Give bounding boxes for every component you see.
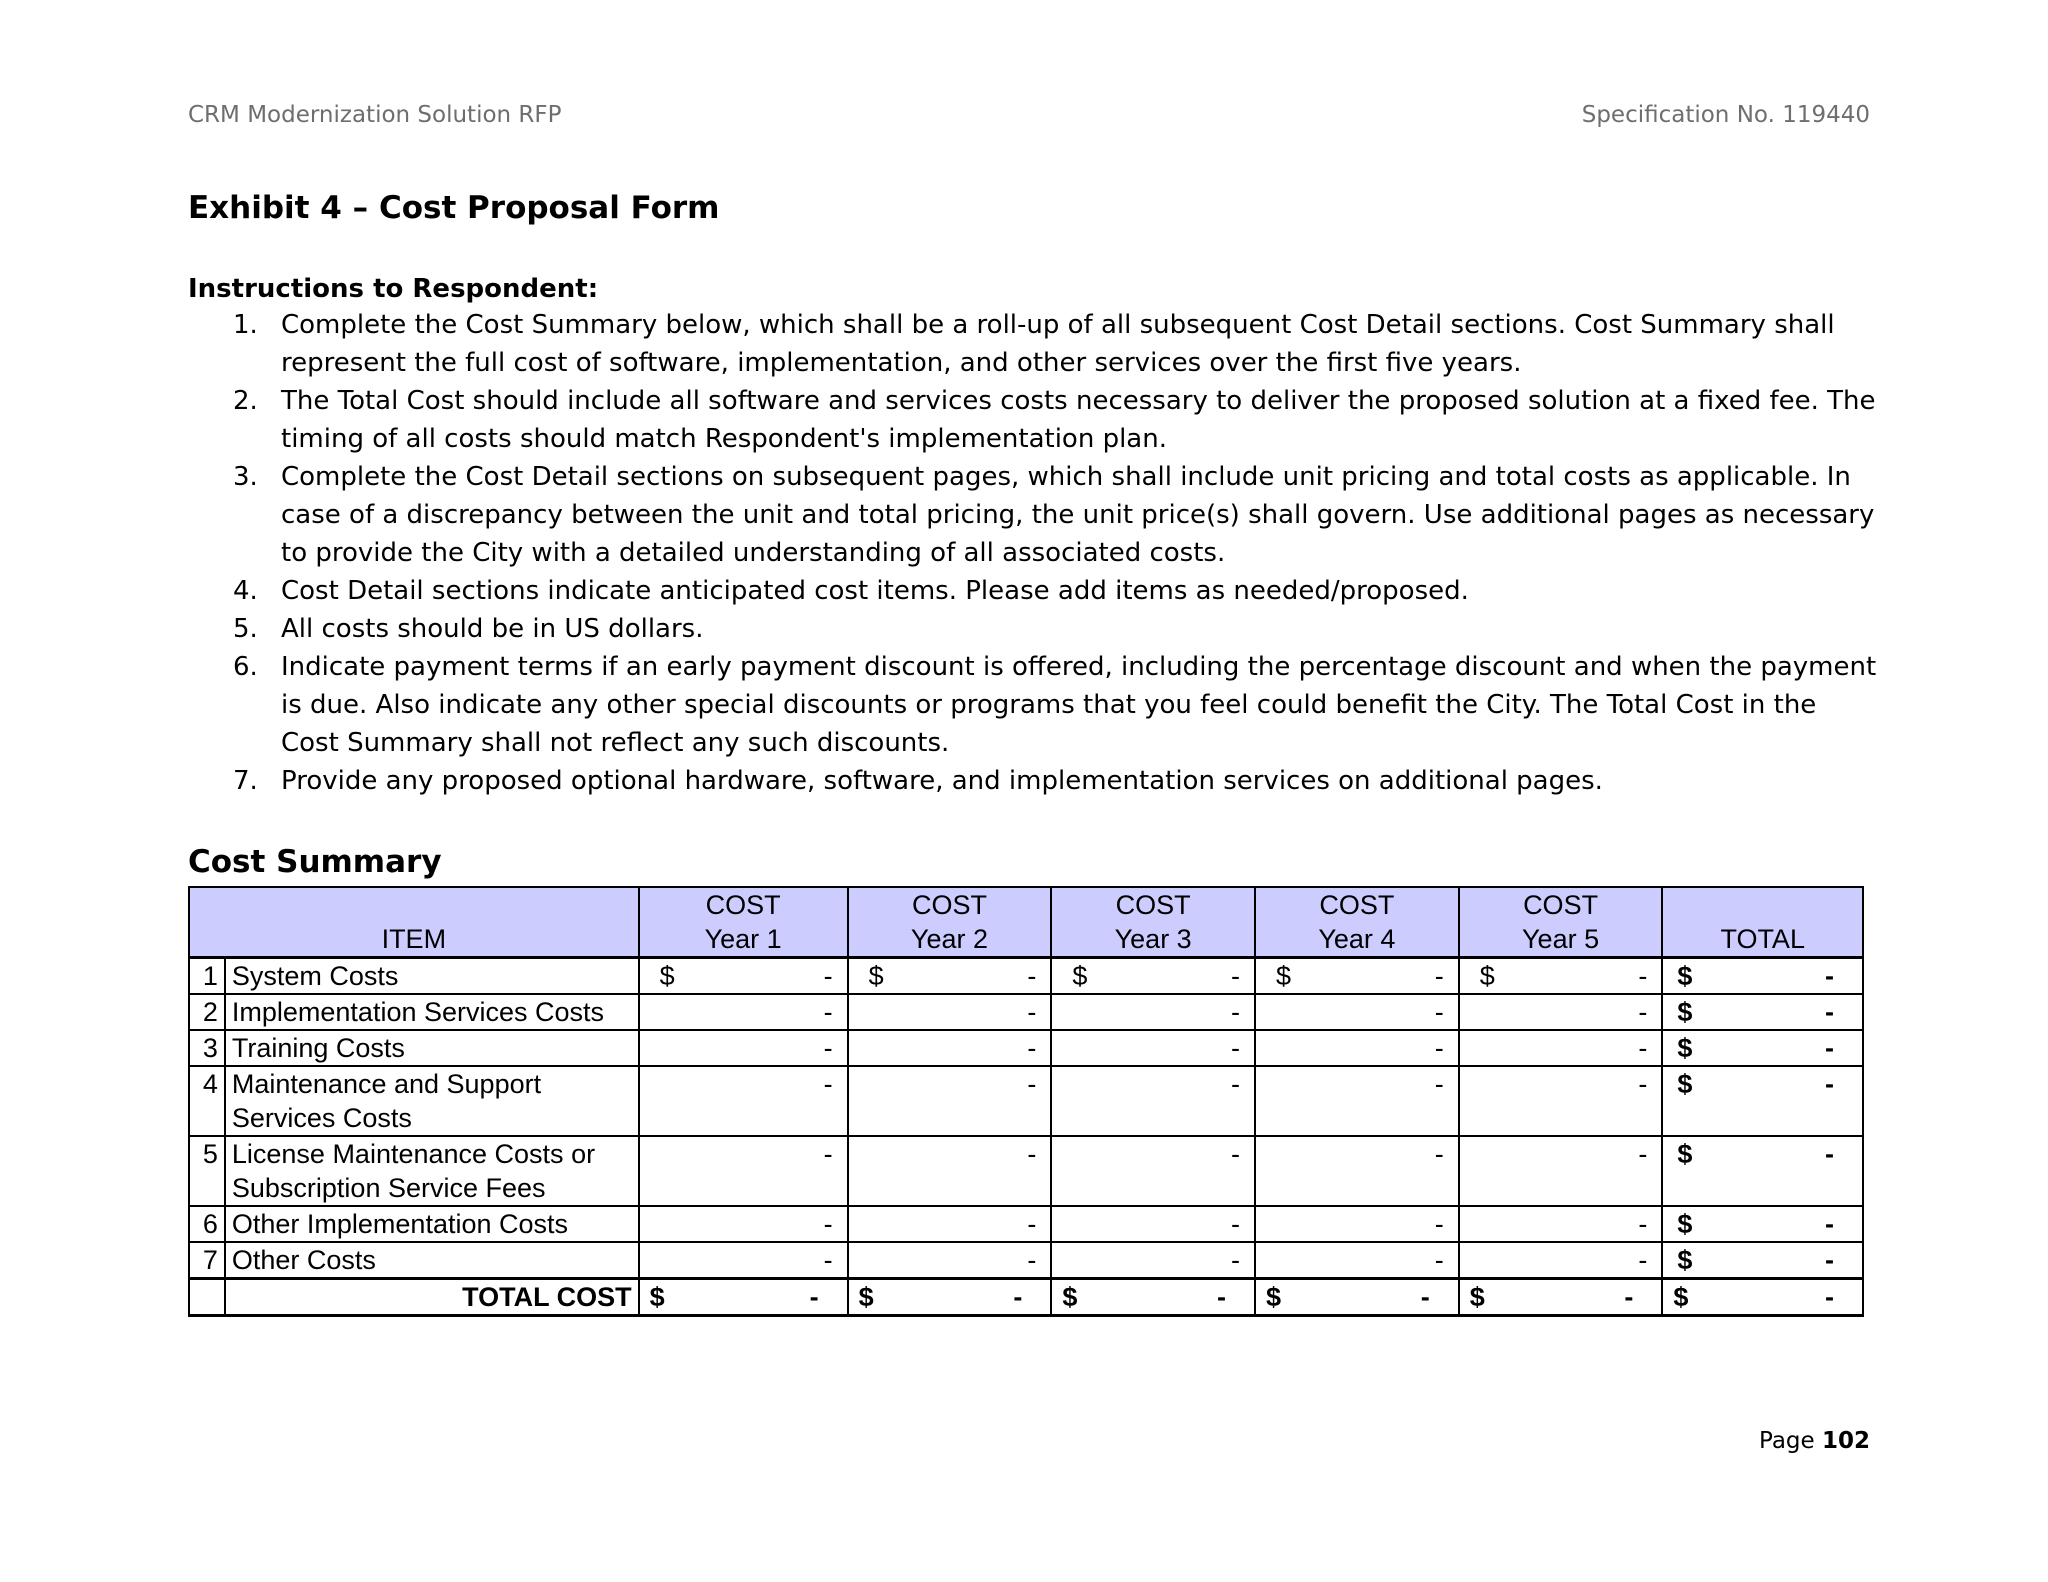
cost-value: -	[1434, 1033, 1444, 1063]
year-1-cost-cell[interactable]	[639, 958, 848, 995]
cost-value: -	[1027, 1033, 1037, 1063]
total-cost-label: TOTAL COST	[225, 1279, 639, 1316]
year-2-cost-cell[interactable]	[848, 1136, 1052, 1206]
total-value: -	[1624, 1282, 1634, 1312]
year-2-cost-cell[interactable]	[848, 1066, 1052, 1136]
year-1-cost-cell[interactable]	[639, 1066, 848, 1136]
cost-value: -	[1027, 1139, 1037, 1169]
total-value: -	[1825, 1282, 1834, 1312]
instruction-item	[188, 306, 1878, 382]
year-4-cost-cell[interactable]	[1255, 1206, 1459, 1242]
header-doc-title: CRM Modernization Solution RFP	[188, 102, 562, 128]
cost-value: -	[1231, 1139, 1241, 1169]
year-5-cost-cell[interactable]	[1459, 1206, 1663, 1242]
year-1-cost-cell[interactable]	[639, 1136, 848, 1206]
row-item-label: License Maintenance Costs or Subscription Service Fees	[225, 1136, 639, 1206]
cost-value: -	[1231, 961, 1241, 991]
year-2-cost-cell[interactable]	[848, 958, 1052, 995]
year-2-cost-cell[interactable]	[848, 994, 1052, 1030]
total-value: -	[1013, 1282, 1023, 1312]
year-4-cost-cell[interactable]	[1255, 1066, 1459, 1136]
cost-value: -	[823, 997, 833, 1027]
total-value: -	[1217, 1282, 1227, 1312]
instruction-text: All costs should be in US dollars.	[281, 614, 704, 644]
row-total-cell	[1662, 1066, 1863, 1136]
year-2-cost-cell[interactable]	[848, 1030, 1052, 1066]
row-total-cell	[1662, 1030, 1863, 1066]
cost-value: -	[1027, 961, 1037, 991]
row-item-label: Implementation Services Costs	[225, 994, 639, 1030]
year-4-cost-cell[interactable]	[1255, 994, 1459, 1030]
year-3-cost-cell[interactable]	[1051, 1136, 1255, 1206]
header-year-5: COST Year 5	[1459, 887, 1663, 958]
total-value: -	[1825, 1209, 1834, 1239]
currency-symbol: $	[1677, 961, 1693, 991]
page-number: Page 102	[1758, 1428, 1870, 1454]
instruction-item	[188, 762, 1878, 800]
instruction-text: Complete the Cost Detail sections on subsequent pages, which shall include unit pricing and total costs as applicable. In case of a discrepancy between the unit and total pricing, the unit price(s) shall govern. Use additional pages as necessary to provide the City with a detailed understanding of all associated costs.	[281, 462, 1875, 568]
currency-symbol: $	[1677, 1245, 1693, 1275]
cost-value: -	[1638, 1139, 1648, 1169]
currency-symbol: $	[868, 961, 884, 991]
currency-symbol: $	[659, 961, 675, 991]
year-4-total-cell	[1255, 1279, 1459, 1316]
header-item: ITEM	[189, 887, 639, 958]
instruction-number: 2.	[233, 386, 258, 416]
row-number: 2	[189, 994, 225, 1030]
currency-symbol: $	[1677, 997, 1693, 1027]
currency-symbol: $	[1677, 1069, 1693, 1099]
year-2-cost-cell[interactable]	[848, 1206, 1052, 1242]
year-2-total-cell	[848, 1279, 1052, 1316]
cost-value: -	[823, 1209, 833, 1239]
year-5-cost-cell[interactable]	[1459, 1242, 1663, 1279]
currency-symbol: $	[1677, 1033, 1693, 1063]
table-row	[189, 1066, 1863, 1136]
cost-summary-title: Cost Summary	[188, 844, 442, 880]
currency-symbol: $	[649, 1282, 665, 1312]
instruction-item	[188, 572, 1878, 610]
currency-symbol: $	[858, 1282, 874, 1312]
cost-value: -	[1231, 1069, 1241, 1099]
row-total-cell	[1662, 994, 1863, 1030]
row-number: 6	[189, 1206, 225, 1242]
cost-value: -	[823, 1139, 833, 1169]
instructions-list	[188, 306, 1878, 800]
currency-symbol: $	[1677, 1209, 1693, 1239]
cost-value: -	[1638, 1209, 1648, 1239]
table-header-row	[189, 887, 1863, 958]
instruction-text: Complete the Cost Summary below, which shall be a roll-up of all subsequent Cost Detail sections. Cost Summary shall represent the full cost of software, implementation, and other services over the first five years.	[281, 310, 1835, 378]
total-value: -	[1825, 1139, 1834, 1169]
table-row	[189, 1136, 1863, 1206]
total-value: -	[1825, 1069, 1834, 1099]
row-item-label: System Costs	[225, 958, 639, 995]
instruction-number: 4.	[233, 576, 258, 606]
year-2-cost-cell[interactable]	[848, 1242, 1052, 1279]
year-5-cost-cell[interactable]	[1459, 994, 1663, 1030]
total-value: -	[1825, 1245, 1834, 1275]
year-4-cost-cell[interactable]	[1255, 958, 1459, 995]
cost-value: -	[1434, 1139, 1444, 1169]
year-5-total-cell	[1459, 1279, 1663, 1316]
total-value: -	[1825, 1033, 1834, 1063]
cost-value: -	[1434, 961, 1444, 991]
instructions-heading: Instructions to Respondent:	[188, 274, 599, 304]
currency-symbol: $	[1072, 961, 1088, 991]
instruction-number: 6.	[233, 652, 258, 682]
cost-value: -	[1231, 997, 1241, 1027]
instruction-item	[188, 382, 1878, 458]
row-item-label: Training Costs	[225, 1030, 639, 1066]
cost-value: -	[1638, 961, 1648, 991]
cost-value: -	[1027, 1245, 1037, 1275]
row-total-cell	[1662, 1136, 1863, 1206]
year-5-cost-cell[interactable]	[1459, 1136, 1663, 1206]
year-3-cost-cell[interactable]	[1051, 994, 1255, 1030]
header-year-1: COST Year 1	[639, 887, 848, 958]
row-total-cell	[1662, 1242, 1863, 1279]
year-1-cost-cell[interactable]	[639, 1030, 848, 1066]
total-value: -	[1825, 997, 1834, 1027]
currency-symbol: $	[1276, 961, 1292, 991]
row-item-label: Other Implementation Costs	[225, 1206, 639, 1242]
row-number: 1	[189, 958, 225, 995]
cost-value: -	[1638, 1033, 1648, 1063]
year-4-cost-cell[interactable]	[1255, 1136, 1459, 1206]
cost-value: -	[1638, 1069, 1648, 1099]
table-row	[189, 1030, 1863, 1066]
year-4-cost-cell[interactable]	[1255, 1030, 1459, 1066]
row-total-cell	[1662, 958, 1863, 995]
cost-value: -	[1027, 1209, 1037, 1239]
year-4-cost-cell[interactable]	[1255, 1242, 1459, 1279]
table-row	[189, 958, 1863, 995]
cost-value: -	[1231, 1209, 1241, 1239]
year-3-cost-cell[interactable]	[1051, 1066, 1255, 1136]
instruction-text: The Total Cost should include all software and services costs necessary to deliver the proposed solution at a fixed fee. The timing of all costs should match Respondent's implementation plan.	[281, 386, 1876, 454]
year-1-cost-cell[interactable]	[639, 1242, 848, 1279]
cost-value: -	[1638, 1245, 1648, 1275]
instruction-number: 3.	[233, 462, 258, 492]
cost-value: -	[1231, 1245, 1241, 1275]
table-row	[189, 994, 1863, 1030]
currency-symbol: $	[1677, 1139, 1693, 1169]
row-number: 3	[189, 1030, 225, 1066]
instruction-item	[188, 458, 1878, 572]
cost-value: -	[1027, 1069, 1037, 1099]
total-value: -	[1825, 961, 1834, 991]
year-3-cost-cell[interactable]	[1051, 1030, 1255, 1066]
total-row-spacer	[189, 1279, 225, 1316]
total-cost-row	[189, 1279, 1863, 1316]
cost-summary-table	[188, 886, 1864, 1317]
instruction-number: 7.	[233, 766, 258, 796]
exhibit-title: Exhibit 4 – Cost Proposal Form	[188, 190, 720, 226]
instruction-text: Indicate payment terms if an early payment discount is offered, including the percentage discount and when the payment is due. Also indicate any other special discounts or programs that you feel could benefit the City. The Total Cost in the Cost Summary shall not reflect any such discounts.	[281, 652, 1877, 758]
total-value: -	[809, 1282, 819, 1312]
header-year-4: COST Year 4	[1255, 887, 1459, 958]
currency-symbol: $	[1266, 1282, 1282, 1312]
row-number: 7	[189, 1242, 225, 1279]
cost-value: -	[1638, 997, 1648, 1027]
cost-value: -	[1027, 997, 1037, 1027]
table-row	[189, 1242, 1863, 1279]
header-spec-number: Specification No. 119440	[1581, 102, 1870, 128]
currency-symbol: $	[1469, 1282, 1485, 1312]
grand-total-cell	[1662, 1279, 1863, 1316]
currency-symbol: $	[1479, 961, 1495, 991]
instruction-text: Provide any proposed optional hardware, software, and implementation services on additional pages.	[281, 766, 1603, 796]
year-1-total-cell	[639, 1279, 848, 1316]
cost-value: -	[1434, 997, 1444, 1027]
year-3-cost-cell[interactable]	[1051, 1206, 1255, 1242]
cost-value: -	[823, 1069, 833, 1099]
row-number: 5	[189, 1136, 225, 1206]
instruction-number: 5.	[233, 614, 258, 644]
currency-symbol: $	[1673, 1282, 1689, 1312]
row-total-cell	[1662, 1206, 1863, 1242]
cost-value: -	[1434, 1245, 1444, 1275]
header-year-2: COST Year 2	[848, 887, 1052, 958]
year-5-cost-cell[interactable]	[1459, 958, 1663, 995]
year-5-cost-cell[interactable]	[1459, 1030, 1663, 1066]
total-value: -	[1420, 1282, 1430, 1312]
year-3-total-cell	[1051, 1279, 1255, 1316]
header-total: TOTAL	[1662, 887, 1863, 958]
instruction-item	[188, 610, 1878, 648]
cost-value: -	[823, 1033, 833, 1063]
row-item-label: Maintenance and Support Services Costs	[225, 1066, 639, 1136]
year-3-cost-cell[interactable]	[1051, 1242, 1255, 1279]
year-5-cost-cell[interactable]	[1459, 1066, 1663, 1136]
cost-value: -	[1434, 1209, 1444, 1239]
instruction-number: 1.	[233, 310, 258, 340]
cost-table-body	[189, 958, 1863, 1316]
row-item-label: Other Costs	[225, 1242, 639, 1279]
cost-value: -	[1231, 1033, 1241, 1063]
year-3-cost-cell[interactable]	[1051, 958, 1255, 995]
year-1-cost-cell[interactable]	[639, 1206, 848, 1242]
row-number: 4	[189, 1066, 225, 1136]
cost-value: -	[823, 961, 833, 991]
header-year-3: COST Year 3	[1051, 887, 1255, 958]
instruction-text: Cost Detail sections indicate anticipated cost items. Please add items as needed/proposed.	[281, 576, 1469, 606]
table-row	[189, 1206, 1863, 1242]
currency-symbol: $	[1062, 1282, 1078, 1312]
cost-value: -	[1434, 1069, 1444, 1099]
cost-value: -	[823, 1245, 833, 1275]
year-1-cost-cell[interactable]	[639, 994, 848, 1030]
instruction-item	[188, 648, 1878, 762]
